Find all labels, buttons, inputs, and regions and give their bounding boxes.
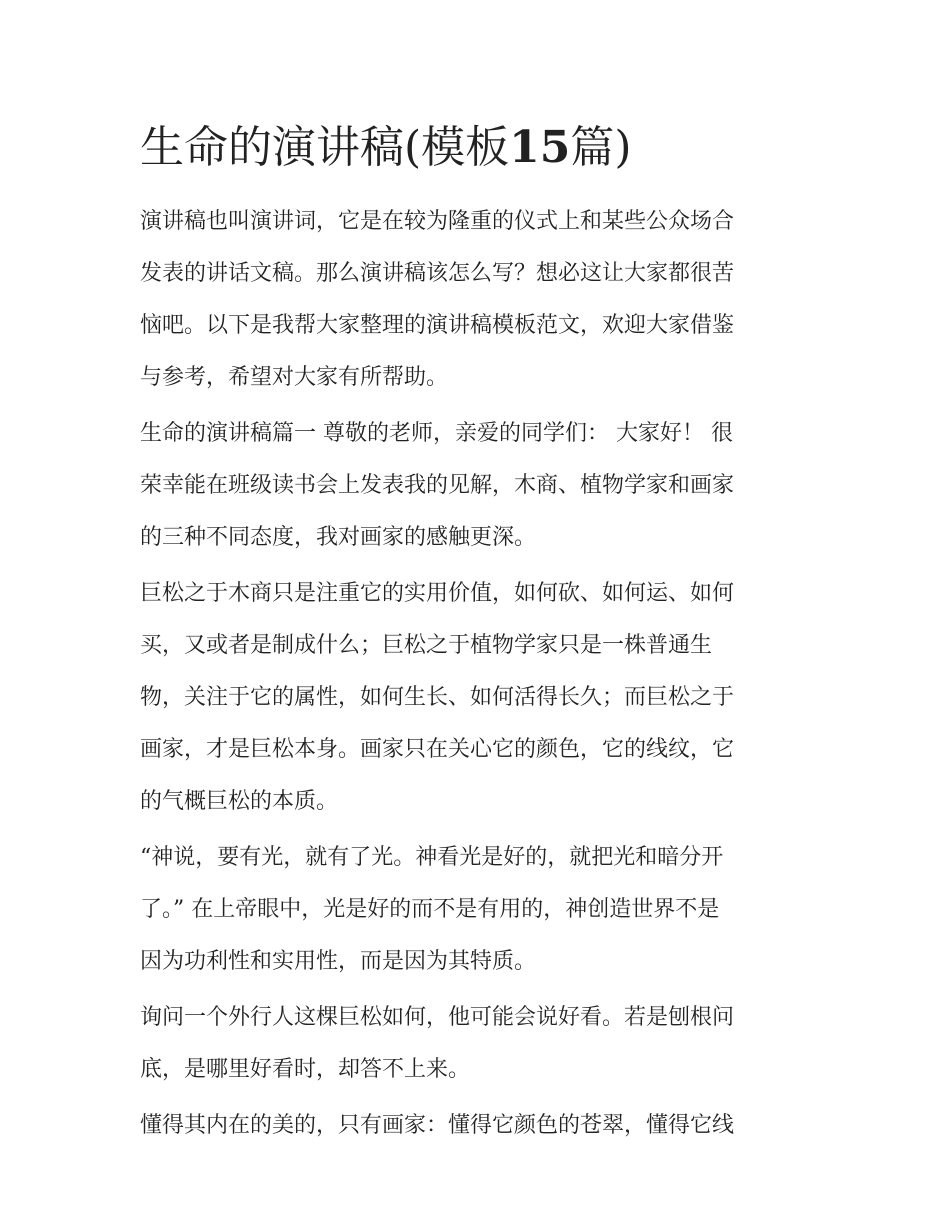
- paragraph-intro: [140, 196, 812, 404]
- text-line: 了。” 在上帝眼中，光是好的而不是有用的，神创造世界不是: [140, 897, 720, 922]
- text-line: 恼吧。以下是我帮大家整理的演讲稿模板范文，欢迎大家借鉴: [140, 313, 735, 338]
- title-prefix: 生命的演讲稿(模板: [140, 122, 510, 173]
- title-suffix: 篇): [570, 122, 632, 173]
- text-line: 演讲稿也叫演讲词，它是在较为隆重的仪式上和某些公众场合: [140, 209, 735, 234]
- paragraph-speech-opening: [140, 408, 812, 564]
- paragraph-painter: [140, 1100, 812, 1152]
- text-line: 巨松之于木商只是注重它的实用价值，如何砍、如何运、如何: [140, 581, 735, 606]
- text-line: 画家，才是巨松本身。画家只在关心它的颜色，它的线纹，它: [140, 737, 735, 762]
- text-line: 买，又或者是制成什么；巨松之于植物学家只是一株普通生: [140, 633, 713, 658]
- text-line: 荣幸能在班级读书会上发表我的见解，木商、植物学家和画家: [140, 473, 735, 498]
- text-line: 懂得其内在的美的，只有画家：懂得它颜色的苍翠，懂得它线: [140, 1113, 735, 1138]
- text-line: 底，是哪里好看时，却答不上来。: [140, 1057, 471, 1082]
- text-line: 物，关注于它的属性，如何生长、如何活得长久；而巨松之于: [140, 685, 735, 710]
- paragraph-pine-comparison: [140, 568, 812, 828]
- text-line: 询问一个外行人这棵巨松如何，他可能会说好看。若是刨根问: [140, 1005, 735, 1030]
- paragraph-quote: [140, 832, 812, 988]
- paragraph-outsider: [140, 992, 812, 1096]
- text-line: “神说，要有光，就有了光。神看光是好的，就把光和暗分开: [140, 845, 724, 870]
- text-line: 发表的讲话文稿。那么演讲稿该怎么写？想必这让大家都很苦: [140, 261, 735, 286]
- document-title: [140, 118, 812, 178]
- text-line: 的气概巨松的本质。: [140, 789, 339, 814]
- text-line: 与参考，希望对大家有所帮助。: [140, 365, 449, 390]
- title-number: 15: [509, 122, 571, 173]
- text-line: 的三种不同态度，我对画家的感触更深。: [140, 525, 537, 550]
- text-line: 生命的演讲稿篇一 尊敬的老师，亲爱的同学们： 大家好！ 很: [140, 421, 733, 446]
- text-line: 因为功利性和实用性，而是因为其特质。: [140, 949, 537, 974]
- document-body: [140, 118, 812, 1156]
